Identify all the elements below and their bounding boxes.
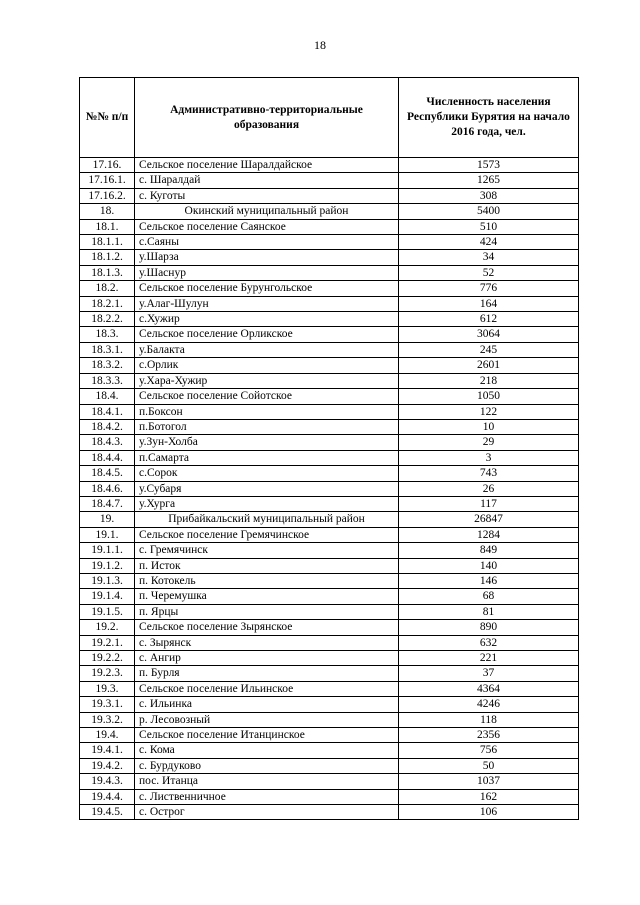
row-population: 52 [399, 265, 579, 280]
row-number: 19.1.3. [80, 573, 135, 588]
row-population: 218 [399, 373, 579, 388]
row-number: 18.4.4. [80, 450, 135, 465]
table-row [80, 404, 579, 419]
table-row [80, 235, 579, 250]
table-row [80, 512, 579, 527]
row-number: 19.1.5. [80, 604, 135, 619]
table-row [80, 358, 579, 373]
row-number: 19.4. [80, 728, 135, 743]
row-name: Сельское поселение Итанцинское [135, 728, 399, 743]
table-row [80, 481, 579, 496]
table-row [80, 527, 579, 542]
table-row [80, 558, 579, 573]
row-name: р. Лесовозный [135, 712, 399, 727]
row-number: 18.3. [80, 327, 135, 342]
table-header-row [80, 78, 579, 158]
page-number: 18 [314, 38, 326, 52]
row-name: у.Зун-Холба [135, 435, 399, 450]
row-name: п. Бурля [135, 666, 399, 681]
table-row [80, 805, 579, 820]
row-population: 4246 [399, 697, 579, 712]
table-row [80, 158, 579, 173]
row-population: 26 [399, 481, 579, 496]
row-number: 19.4.3. [80, 774, 135, 789]
table-row [80, 250, 579, 265]
row-population: 3 [399, 450, 579, 465]
row-number: 17.16.1. [80, 173, 135, 188]
row-name: Окинский муниципальный район [135, 204, 399, 219]
row-name: п. Ярцы [135, 604, 399, 619]
table-row [80, 204, 579, 219]
table-row [80, 173, 579, 188]
row-population: 1284 [399, 527, 579, 542]
row-number: 19.4.5. [80, 805, 135, 820]
row-name: с.Орлик [135, 358, 399, 373]
table-row [80, 666, 579, 681]
row-name: у.Балакта [135, 342, 399, 357]
row-population: 140 [399, 558, 579, 573]
row-number: 18.4.5. [80, 466, 135, 481]
row-number: 18.3.3. [80, 373, 135, 388]
table-row [80, 496, 579, 511]
row-name: Сельское поселение Гремячинское [135, 527, 399, 542]
table-row [80, 543, 579, 558]
table-row [80, 419, 579, 434]
row-population: 10 [399, 419, 579, 434]
table-row [80, 573, 579, 588]
row-number: 18.1.3. [80, 265, 135, 280]
table-row [80, 281, 579, 296]
row-number: 18.2. [80, 281, 135, 296]
row-population: 245 [399, 342, 579, 357]
row-population: 2356 [399, 728, 579, 743]
row-name: Сельское поселение Сойотское [135, 389, 399, 404]
row-population: 4364 [399, 681, 579, 696]
row-name: у.Хара-Хужир [135, 373, 399, 388]
row-number: 18.4.2. [80, 419, 135, 434]
row-number: 18.4.7. [80, 496, 135, 511]
row-population: 81 [399, 604, 579, 619]
row-name: п. Черемушка [135, 589, 399, 604]
table-row [80, 712, 579, 727]
row-population: 37 [399, 666, 579, 681]
table-body [80, 158, 579, 820]
table-row [80, 728, 579, 743]
table-row [80, 604, 579, 619]
row-name: с. Шаралдай [135, 173, 399, 188]
row-number: 17.16.2. [80, 188, 135, 203]
row-population: 221 [399, 651, 579, 666]
table-row [80, 789, 579, 804]
row-name: п. Исток [135, 558, 399, 573]
table-row [80, 435, 579, 450]
row-name: Прибайкальский муниципальный район [135, 512, 399, 527]
row-number: 18.4.1. [80, 404, 135, 419]
table-row [80, 774, 579, 789]
table-row [80, 296, 579, 311]
table-row [80, 681, 579, 696]
row-name: с.Хужир [135, 312, 399, 327]
row-number: 19.4.2. [80, 758, 135, 773]
row-number: 18.1. [80, 219, 135, 234]
row-population: 26847 [399, 512, 579, 527]
row-name: п.Ботогол [135, 419, 399, 434]
table-row [80, 373, 579, 388]
row-population: 50 [399, 758, 579, 773]
row-population: 632 [399, 635, 579, 650]
row-number: 18.1.2. [80, 250, 135, 265]
row-name: Сельское поселение Зырянское [135, 620, 399, 635]
row-name: с.Саяны [135, 235, 399, 250]
row-population: 1050 [399, 389, 579, 404]
table-row [80, 651, 579, 666]
row-name: с. Куготы [135, 188, 399, 203]
row-number: 18.2.2. [80, 312, 135, 327]
row-population: 756 [399, 743, 579, 758]
header-number: №№ п/п [80, 78, 135, 158]
row-number: 19.3. [80, 681, 135, 696]
row-number: 18.3.1. [80, 342, 135, 357]
population-table [79, 77, 579, 820]
row-name: с. Гремячинск [135, 543, 399, 558]
row-name: с. Ангир [135, 651, 399, 666]
row-number: 19.2.1. [80, 635, 135, 650]
row-number: 19. [80, 512, 135, 527]
table-row [80, 327, 579, 342]
table-row [80, 450, 579, 465]
row-name: у.Субаря [135, 481, 399, 496]
row-number: 17.16. [80, 158, 135, 173]
row-name: Сельское поселение Шаралдайское [135, 158, 399, 173]
row-name: Сельское поселение Бурунгольское [135, 281, 399, 296]
row-name: пос. Итанца [135, 774, 399, 789]
row-name: п.Боксон [135, 404, 399, 419]
row-population: 1573 [399, 158, 579, 173]
row-population: 29 [399, 435, 579, 450]
row-name: у.Шарза [135, 250, 399, 265]
row-name: у.Хурга [135, 496, 399, 511]
row-population: 106 [399, 805, 579, 820]
row-number: 18.4. [80, 389, 135, 404]
row-number: 18.3.2. [80, 358, 135, 373]
row-number: 18.4.3. [80, 435, 135, 450]
row-population: 776 [399, 281, 579, 296]
row-number: 19.2.2. [80, 651, 135, 666]
row-number: 19.2. [80, 620, 135, 635]
row-population: 849 [399, 543, 579, 558]
row-number: 19.3.2. [80, 712, 135, 727]
row-population: 510 [399, 219, 579, 234]
row-name: Сельское поселение Саянское [135, 219, 399, 234]
row-population: 68 [399, 589, 579, 604]
table-row [80, 312, 579, 327]
row-population: 162 [399, 789, 579, 804]
table-row [80, 697, 579, 712]
table-row [80, 589, 579, 604]
row-number: 19.1. [80, 527, 135, 542]
row-population: 1265 [399, 173, 579, 188]
row-name: с. Ильинка [135, 697, 399, 712]
row-number: 19.4.1. [80, 743, 135, 758]
row-name: с. Зырянск [135, 635, 399, 650]
table-row [80, 635, 579, 650]
row-population: 122 [399, 404, 579, 419]
row-population: 3064 [399, 327, 579, 342]
row-population: 890 [399, 620, 579, 635]
row-number: 18.2.1. [80, 296, 135, 311]
row-name: п. Котокель [135, 573, 399, 588]
row-name: у.Шаснур [135, 265, 399, 280]
table-row [80, 389, 579, 404]
header-population: Численность населения Республики Бурятия на начало 2016 года, чел. [399, 78, 579, 158]
table-row [80, 620, 579, 635]
row-population: 308 [399, 188, 579, 203]
row-population: 2601 [399, 358, 579, 373]
table-row [80, 758, 579, 773]
row-population: 117 [399, 496, 579, 511]
table-row [80, 265, 579, 280]
row-number: 19.2.3. [80, 666, 135, 681]
row-population: 612 [399, 312, 579, 327]
row-number: 19.1.2. [80, 558, 135, 573]
table-row [80, 342, 579, 357]
row-population: 743 [399, 466, 579, 481]
header-name: Административно-территориальные образования [135, 78, 399, 158]
row-population: 5400 [399, 204, 579, 219]
row-number: 18. [80, 204, 135, 219]
row-name: п.Самарта [135, 450, 399, 465]
row-number: 19.1.4. [80, 589, 135, 604]
row-number: 19.4.4. [80, 789, 135, 804]
row-name: Сельское поселение Орликское [135, 327, 399, 342]
row-population: 118 [399, 712, 579, 727]
row-name: Сельское поселение Ильинское [135, 681, 399, 696]
row-name: у.Алаг-Шулун [135, 296, 399, 311]
table-row [80, 466, 579, 481]
row-population: 146 [399, 573, 579, 588]
row-name: с. Острог [135, 805, 399, 820]
row-population: 424 [399, 235, 579, 250]
row-population: 164 [399, 296, 579, 311]
row-name: с. Лиственничное [135, 789, 399, 804]
row-name: с. Кома [135, 743, 399, 758]
table-row [80, 743, 579, 758]
table-row [80, 219, 579, 234]
table-row [80, 188, 579, 203]
row-population: 1037 [399, 774, 579, 789]
row-population: 34 [399, 250, 579, 265]
row-name: с.Сорок [135, 466, 399, 481]
row-name: с. Бурдуково [135, 758, 399, 773]
row-number: 18.1.1. [80, 235, 135, 250]
row-number: 19.3.1. [80, 697, 135, 712]
row-number: 19.1.1. [80, 543, 135, 558]
row-number: 18.4.6. [80, 481, 135, 496]
